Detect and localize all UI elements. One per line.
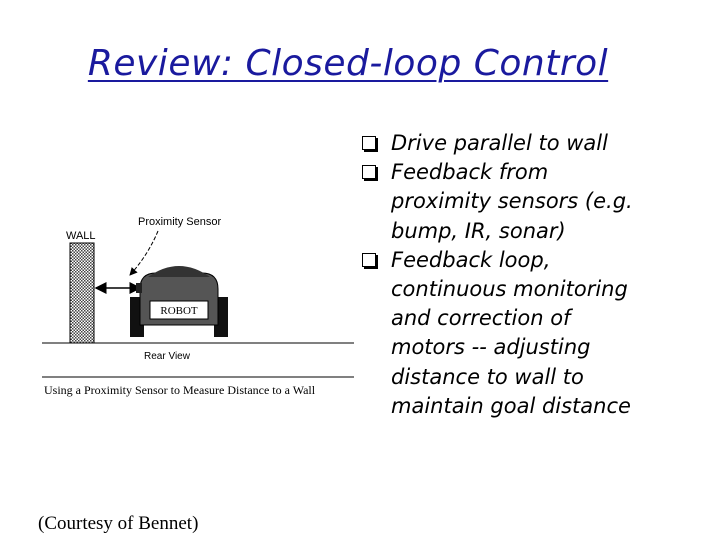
bullet-line: distance to wall to — [391, 364, 584, 389]
figure-credit: (Courtesy of Bennet) — [38, 513, 199, 534]
robot-dome — [148, 266, 210, 277]
bullet-line: Feedback loop, — [391, 247, 551, 272]
bullet-line: and correction of — [391, 306, 571, 331]
proximity-sensor — [136, 283, 142, 293]
hollow-square-bullet-icon — [362, 253, 376, 267]
robot — [130, 266, 228, 337]
bullet-line: continuous monitoring — [391, 277, 628, 302]
hollow-square-bullet-icon — [362, 165, 376, 179]
bullet-line: maintain goal distance — [391, 393, 631, 418]
bullet-line: proximity sensors (e.g. — [391, 189, 633, 214]
slide-title: Review: Closed-loop Control — [87, 43, 609, 84]
wall — [70, 243, 94, 343]
bullet-item — [360, 129, 715, 158]
proximity-sensor-figure — [36, 205, 356, 405]
sensor-label: Proximity Sensor — [138, 216, 222, 228]
bullet-item — [360, 246, 715, 421]
bullet-line: motors -- adjusting — [391, 335, 591, 360]
wall-label: WALL — [66, 230, 96, 242]
figure-caption: Using a Proximity Sensor to Measure Distance to a Wall — [44, 383, 316, 397]
bullet-line: Drive parallel to wall — [391, 131, 608, 155]
bullet-line: bump, IR, sonar) — [391, 218, 566, 243]
sensor-pointer — [130, 231, 158, 275]
bullet-list — [360, 129, 715, 421]
rear-view-label: Rear View — [144, 351, 190, 362]
robot-label: ROBOT — [160, 305, 198, 317]
hollow-square-bullet-icon — [362, 136, 376, 150]
bullet-line: Feedback from — [391, 160, 549, 185]
bullet-item — [360, 158, 715, 246]
